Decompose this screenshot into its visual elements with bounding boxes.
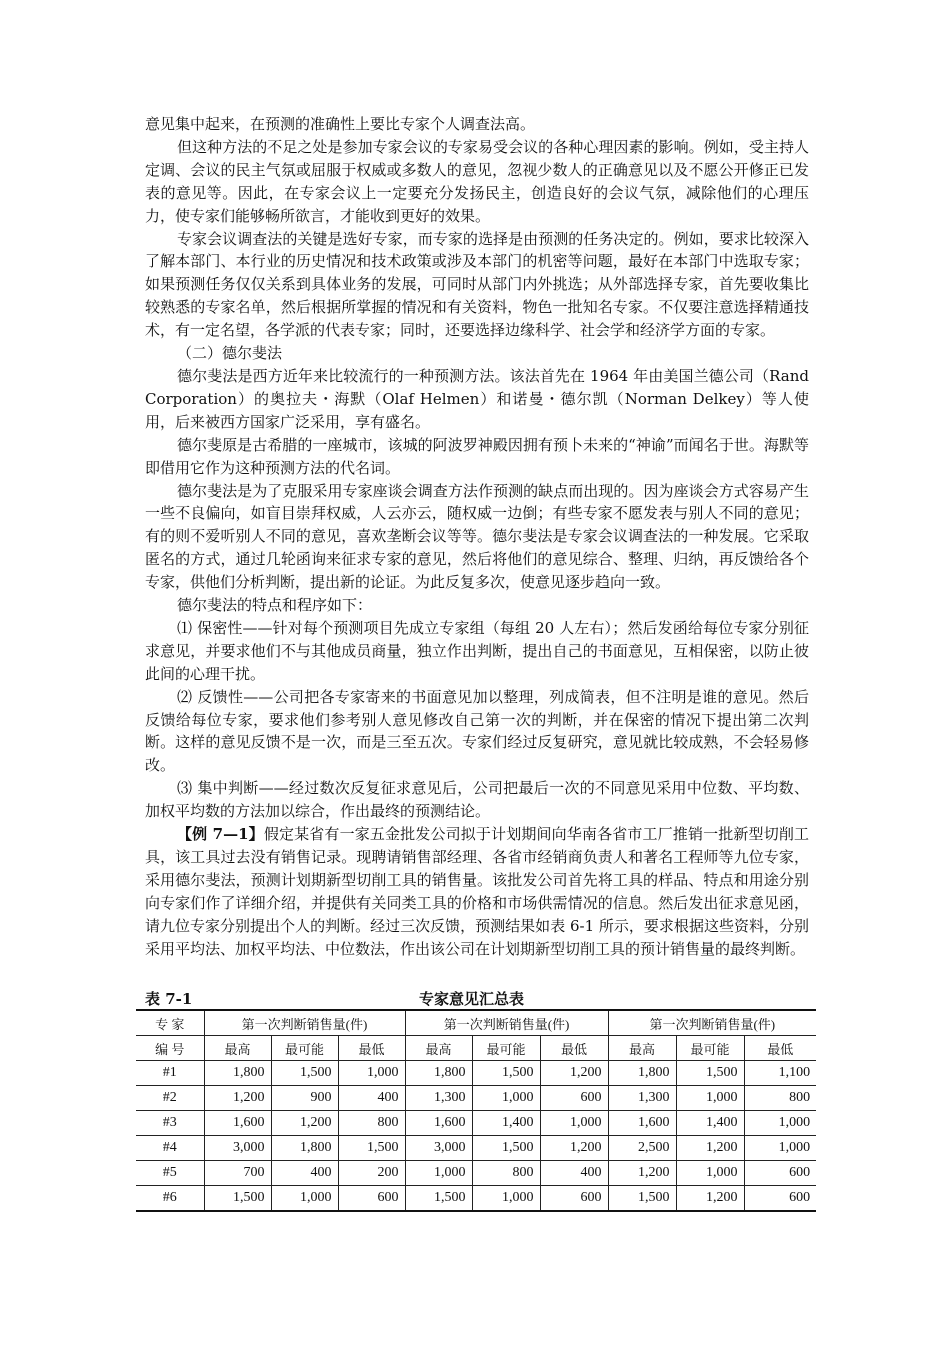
table-cell: 600 [744, 1186, 816, 1212]
list-item: ⑶ 集中判断——经过数次反复征求意见后，公司把最后一次的不同意见采用中位数、平均数、加权平均数的方法加以综合，作出最终的预测结论。 [145, 779, 809, 821]
example-paragraph [145, 823, 809, 960]
table-cell: 1,000 [271, 1186, 338, 1212]
table-cell: 800 [472, 1161, 540, 1186]
table-row [136, 1086, 816, 1111]
table-cell: 400 [540, 1161, 608, 1186]
table-cell: 1,200 [271, 1111, 338, 1136]
expert-opinion-table [136, 1009, 816, 1212]
subheader: 最低 [744, 1036, 816, 1061]
paragraph: 德尔斐法的特点和程序如下： [177, 596, 373, 615]
table-title: 专家意见汇总表 [419, 990, 525, 1008]
row-id: #3 [136, 1111, 204, 1136]
table-cell: 1,500 [204, 1186, 271, 1212]
table-cell: 1,100 [744, 1061, 816, 1086]
header-expert: 专 家 [136, 1010, 204, 1036]
table-cell: 1,200 [204, 1086, 271, 1111]
list-item: ⑵ 反馈性——公司把各专家寄来的书面意见加以整理，列成简表，但不注明是谁的意见。然后反馈给每位专家，要求他们参考别人意见修改自己第一次的判断，并在保密的情况下提出第二次判断。这样的意见反馈不是一次，而是三至五次。专家们经过反复研究，意见就比较成熟，不会轻易修改。 [145, 687, 809, 775]
table-cell: 1,400 [472, 1111, 540, 1136]
table-cell: 1,500 [338, 1136, 405, 1161]
header-group: 第一次判断销售量(件) [405, 1010, 608, 1036]
table-cell: 1,300 [405, 1086, 472, 1111]
table-cell: 1,200 [540, 1061, 608, 1086]
subheader: 最可能 [271, 1036, 338, 1061]
table-cell: 1,000 [744, 1111, 816, 1136]
table-number: 表 7-1 [145, 990, 193, 1008]
table-cell: 1,200 [608, 1161, 676, 1186]
table-cell: 1,500 [405, 1186, 472, 1212]
table-cell: 1,200 [540, 1136, 608, 1161]
table-cell: 1,000 [338, 1061, 405, 1086]
header-group: 第一次判断销售量(件) [608, 1010, 816, 1036]
paragraph: 意见集中起来，在预测的准确性上要比专家个人调查法高。 [145, 115, 536, 133]
table-cell: 800 [744, 1086, 816, 1111]
table-cell: 1,200 [676, 1186, 744, 1212]
table-cell: 1,800 [405, 1061, 472, 1086]
row-id: #2 [136, 1086, 204, 1111]
table-cell: 1,800 [204, 1061, 271, 1086]
subheader: 最可能 [472, 1036, 540, 1061]
table-cell: 1,600 [204, 1111, 271, 1136]
table-cell: 1,400 [676, 1111, 744, 1136]
subheader: 最低 [338, 1036, 405, 1061]
subheader: 最高 [608, 1036, 676, 1061]
table-caption [145, 988, 809, 1008]
table-cell: 1,000 [744, 1136, 816, 1161]
header-group: 第一次判断销售量(件) [204, 1010, 405, 1036]
table-row [136, 1136, 816, 1161]
table-cell: 600 [338, 1186, 405, 1212]
table-cell: 1,500 [676, 1061, 744, 1086]
table-cell: 600 [540, 1186, 608, 1212]
paragraph: 专家会议调查法的关键是选好专家，而专家的选择是由预测的任务决定的。例如，要求比较深入了解本部门、本行业的历史情况和技术政策或涉及本部门的机密等问题，最好在本部门中选取专家；如果预测任务仅仅关系到具体业务的发展，可同时从部门内外挑选；从外部选择专家，首先要收集比较熟悉的专家名单，然后根据所掌握的情况和有关资料，物色一批知名专家。不仅要注意选择精通技术，有一定名望，各学派的代表专家；同时，还要选择边缘科学、社会学和经济学方面的专家。 [145, 229, 809, 340]
table-cell: 1,000 [676, 1086, 744, 1111]
table-cell: 1,300 [608, 1086, 676, 1111]
table-cell: 900 [271, 1086, 338, 1111]
table-cell: 3,000 [405, 1136, 472, 1161]
table-cell: 600 [744, 1161, 816, 1186]
paragraph: 德尔斐原是古希腊的一座城市，该城的阿波罗神殿因拥有预卜未来的“神谕”而闻名于世。海默等即借用它作为这种预测方法的代名词。 [145, 435, 809, 477]
subheader: 最高 [405, 1036, 472, 1061]
table-cell: 1,000 [540, 1111, 608, 1136]
table-cell: 1,500 [608, 1186, 676, 1212]
paragraph: 但这种方法的不足之处是参加专家会议的专家易受会议的各种心理因素的影响。例如，受主持人定调、会议的民主气氛或屈服于权威或多数人的意见，忽视少数人的正确意见以及不愿公开修正已发表的意见等。因此，在专家会议上一定要充分发扬民主，创造良好的会议气氛，减除他们的心理压力，使专家们能够畅所欲言，才能收到更好的效果。 [145, 137, 809, 225]
table-cell: 400 [271, 1161, 338, 1186]
table-cell: 1,500 [472, 1061, 540, 1086]
table-cell: 1,200 [676, 1136, 744, 1161]
table-cell: 1,800 [271, 1136, 338, 1161]
table-cell: 400 [338, 1086, 405, 1111]
body-text [145, 113, 809, 961]
paragraph: 德尔斐法是西方近年来比较流行的一种预测方法。该法首先在 1964 年由美国兰德公司（Rand Corporation）的奥拉夫・海默（Olaf Helmen）和诺曼・德尔凯（Norman Delkey）等人使用，后来被西方国家广泛采用，享有盛名。 [145, 366, 809, 431]
table-cell: 1,600 [608, 1111, 676, 1136]
section-heading: （二）德尔斐法 [177, 344, 283, 363]
subheader: 最高 [204, 1036, 271, 1061]
table-cell: 1,000 [676, 1161, 744, 1186]
table-cell: 1,500 [472, 1136, 540, 1161]
table-row [136, 1161, 816, 1186]
example-text: 假定某省有一家五金批发公司拟于计划期间向华南各省市工厂推销一批新型切削工具，该工具过去没有销售记录。现聘请销售部经理、各省市经销商负责人和著名工程师等九位专家，采用德尔斐法，预测计划期新型切削工具的销售量。该批发公司首先将工具的样品、特点和用途分别向专家们作了详细介绍，并提供有关同类工具的价格和市场供需情况的信息。然后发出征求意见函，请九位专家分别提出个人的判断。经过三次反馈，预测结果如表 6-1 所示，要求根据这些资料，分别采用平均法、加权平均法、中位数法，作出该公司在计划期新型切削工具的预计销售量的最终判断。 [145, 825, 809, 958]
example-label: 【例 7—1】 [177, 825, 264, 844]
table-cell: 800 [338, 1111, 405, 1136]
list-item: ⑴ 保密性——针对每个预测项目先成立专家组（每组 20 人左右）；然后发函给每位专家分别征求意见，并要求他们不与其他成员商量，独立作出判断，提出自己的书面意见，互相保密，以防止彼此间的心理干扰。 [145, 618, 809, 683]
table-cell: 1,500 [271, 1061, 338, 1086]
row-id: #5 [136, 1161, 204, 1186]
table-cell: 600 [540, 1086, 608, 1111]
header-number: 编 号 [136, 1036, 204, 1061]
table-subheader-row [136, 1036, 816, 1061]
row-id: #1 [136, 1061, 204, 1086]
table-cell: 1,000 [472, 1186, 540, 1212]
row-id: #4 [136, 1136, 204, 1161]
table-cell: 2,500 [608, 1136, 676, 1161]
table-cell: 1,600 [405, 1111, 472, 1136]
table-header-row [136, 1010, 816, 1036]
table-cell: 3,000 [204, 1136, 271, 1161]
table-cell: 200 [338, 1161, 405, 1186]
paragraph: 德尔斐法是为了克服采用专家座谈会调查方法作预测的缺点而出现的。因为座谈会方式容易产生一些不良偏向，如盲目崇拜权威，人云亦云，随权威一边倒；有些专家不愿发表与别人不同的意见；有的则不爱听别人不同的意见，喜欢垄断会议等等。德尔斐法是专家会议调查法的一种发展。它采取匿名的方式，通过几轮函询来征求专家的意见，然后将他们的意见综合、整理、归纳，再反馈给各个专家，供他们分析判断，提出新的论证。为此反复多次，使意见逐步趋向一致。 [145, 481, 809, 592]
table-row [136, 1186, 816, 1212]
table-cell: 1,000 [405, 1161, 472, 1186]
subheader: 最可能 [676, 1036, 744, 1061]
row-id: #6 [136, 1186, 204, 1212]
subheader: 最低 [540, 1036, 608, 1061]
table-cell: 1,800 [608, 1061, 676, 1086]
table-row [136, 1061, 816, 1086]
table-cell: 700 [204, 1161, 271, 1186]
table-cell: 1,000 [472, 1086, 540, 1111]
table-row [136, 1111, 816, 1136]
